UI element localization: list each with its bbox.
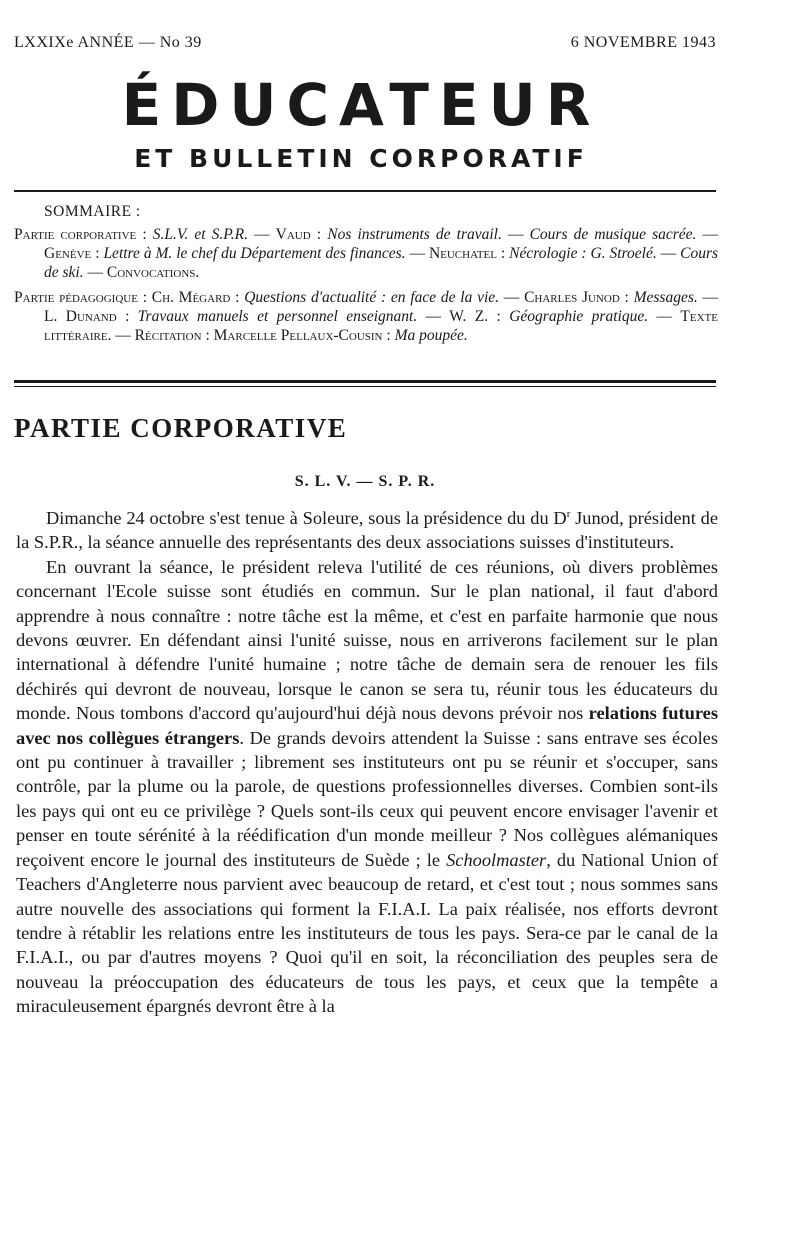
toc-title: Questions d'actualité : en face de la vie.	[244, 289, 500, 306]
italic-text: Schoolmaster	[446, 849, 547, 870]
toc-title: Travaux manuels et personnel enseignant.	[137, 308, 418, 325]
masthead-subtitle: ET BULLETIN CORPORATIF	[134, 144, 588, 173]
toc-place: Texte littéraire.	[44, 308, 718, 344]
divider-rule-thick	[14, 380, 716, 383]
issue-number: LXXIXe ANNÉE — No 39	[14, 34, 202, 51]
table-of-contents	[14, 202, 718, 351]
toc-title: Nos instruments de travail.	[327, 226, 502, 243]
toc-heading: SOMMAIRE :	[44, 203, 141, 220]
toc-title: Lettre à M. le chef du Département des finances.	[103, 245, 406, 262]
superscript: r	[566, 507, 571, 520]
toc-author: Ch. Mégard	[151, 289, 231, 306]
toc-title: Nécrologie : G. Stroelé.	[509, 245, 657, 262]
toc-place: Récitation	[134, 327, 202, 344]
article-body	[16, 506, 718, 1019]
toc-title: Cours de musique sacrée.	[529, 226, 697, 243]
text-run: , du National Union of Teachers d'Angleterre nous parvient avec beaucoup de retard, et c'est tout ; nous sommes sans autre nouvelle des associations qui forment la F.I.A.I. La paix réalisée, nos efforts devront tendre à rétablir les relations entre les instituteurs de tous les pays. Sera-ce par le canal de la F.I.A.I., ou par d'autres moyens ? Quoi qu'il en soit, la réconciliation des peuples sera de nouveau la préoccupation des éducateurs de tous les pays, et ceux que la tempête a miraculeusement épargnés devront être à la	[16, 849, 718, 1017]
toc-pedagogique: Partie pédagogique : Ch. Mégard : Questions d'actualité : en face de la vie. — Charles Junod : Messages. — L. Dunand : Travaux manuels et personnel enseignant. — W. Z. : Géographie pratique. — Texte littéraire. — Récitation : Marcelle Pellaux-Cousin : Ma poupée.	[14, 289, 719, 344]
issue-date: 6 NOVEMBRE 1943	[570, 34, 716, 51]
toc-title: Ma poupée.	[394, 327, 468, 344]
toc-author: Charles Junod	[524, 289, 620, 306]
bold-text: relations futures avec nos collègues étrangers	[16, 703, 718, 748]
text-run: En ouvrant la séance, le président releva l'utilité de ces réunions, où divers problèmes concernant l'Ecole suisse sont étudiés en commun. Sur le plan national, il faut d'abord apprendre à nous connaître : notre tâche est la même, et c'est en parfaite harmonie que nous devons œuvrer. En défendant ainsi l'unité suisse, nous en arriverons facilement sur le plan international à défendre l'unité humaine ; notre tâche de demain sera de renouer les fils déchirés qui devront de nouveau, lorsque le canon se sera tu, réunir tous les éducateurs du monde. Nous tombons d'accord qu'aujourd'hui déjà nous devons prévoir nos	[16, 556, 718, 724]
toc-place: Convocations.	[106, 264, 200, 281]
text-run: . De grands devoirs attendent la Suisse : sans entrave ses écoles ont pu continuer à travailler ; librement ses instituteurs ont pu se réunir et s'occuper, sans contrôle, par la plume ou la parole, de questions professionnelles diverses. Combien sont-ils les pays qui ont eu ce privilège ? Quels sont-ils ceux qui peuvent encore envisager l'avenir et penser en toute sérénité à la réédification d'un monde meilleur ? Nos collègues alémaniques reçoivent encore le journal des instituteurs de Suède ; le	[16, 727, 718, 870]
divider-rule	[14, 190, 716, 192]
divider-rule-thin	[14, 386, 716, 387]
masthead-title: ÉDUCATEUR	[121, 71, 601, 139]
section-title: PARTIE CORPORATIVE	[14, 413, 348, 443]
toc-place: Genève	[44, 245, 92, 262]
toc-author: W. Z.	[449, 308, 489, 325]
toc-title: Cours de ski.	[44, 245, 719, 281]
paragraph	[16, 555, 718, 1019]
toc-title: S.L.V. et S.P.R.	[152, 226, 248, 243]
toc-section-label: Partie corporative	[14, 226, 137, 243]
toc-corporative: Partie corporative : S.L.V. et S.P.R. — Vaud : Nos instruments de travail. — Cours de musique sacrée. — Genève : Lettre à M. le chef du Département des finances. — Neuchatel : Nécrologie : G. Stroelé. — Cours de ski. — Convocations.	[14, 226, 719, 281]
issue-line	[14, 34, 716, 52]
toc-title: Messages.	[633, 289, 698, 306]
toc-place: Vaud	[275, 226, 311, 243]
toc-author: Marcelle Pellaux-Cousin	[213, 327, 383, 344]
text-run: Junod, président de la S.P.R., la séance annuelle des représentants des deux associations suisses d'instituteurs.	[16, 508, 718, 553]
toc-author: L. Dunand	[44, 308, 117, 325]
text-run: Dimanche 24 octobre s'est tenue à Soleure, sous la présidence du du D	[46, 508, 567, 528]
article-subtitle: S. L. V. — S. P. R.	[294, 473, 436, 490]
toc-title: Géographie pratique.	[509, 308, 649, 325]
paragraph	[16, 506, 718, 555]
toc-section-label: Partie pédagogique	[14, 289, 138, 306]
masthead	[14, 70, 716, 173]
toc-place: Neuchatel	[428, 245, 497, 262]
